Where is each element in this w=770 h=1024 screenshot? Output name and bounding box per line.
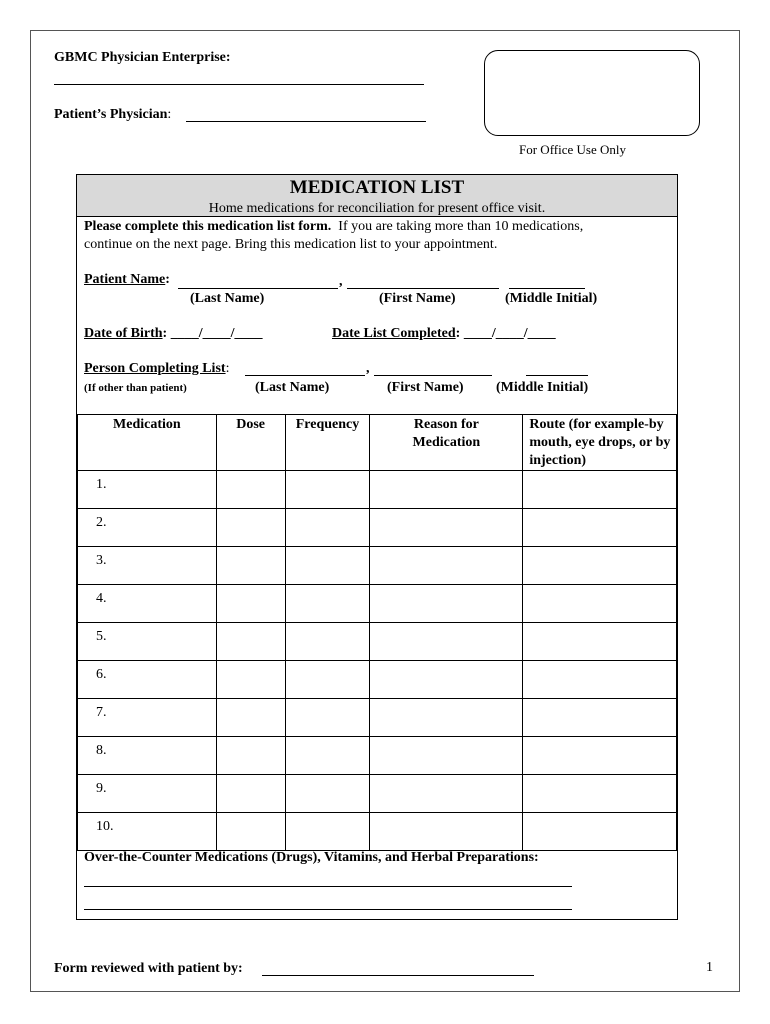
frequency-cell[interactable] — [285, 813, 370, 851]
route-cell[interactable] — [523, 813, 677, 851]
patient-first-name-field[interactable] — [347, 288, 499, 289]
patient-middle-initial-field[interactable] — [509, 288, 585, 289]
col-header-frequency: Frequency — [285, 415, 370, 471]
table-header-row — [78, 415, 677, 471]
frequency-cell[interactable] — [285, 699, 370, 737]
physician-label-wrap — [54, 107, 171, 123]
person-last-name-caption: (Last Name) — [255, 380, 330, 395]
col-header-route: Route (for example-by mouth, eye drops, or by injection) — [523, 415, 677, 471]
person-last-name-field[interactable] — [245, 375, 365, 376]
dob-label: Date of Birth — [84, 326, 163, 341]
reviewed-by-field[interactable] — [262, 975, 534, 976]
person-colon: : — [225, 361, 230, 376]
person-label-wrap — [84, 361, 229, 377]
reason-cell[interactable] — [370, 661, 523, 699]
patient-name-label: Patient Name — [84, 272, 166, 287]
dose-cell[interactable] — [216, 547, 285, 585]
frequency-cell[interactable] — [285, 661, 370, 699]
dose-cell[interactable] — [216, 699, 285, 737]
patient-middle-initial-caption: (Middle Initial) — [505, 291, 598, 306]
col-header-medication: Medication — [78, 415, 217, 471]
dose-cell[interactable] — [216, 585, 285, 623]
patient-last-name-field[interactable] — [178, 288, 338, 289]
dob-field[interactable]: ____/____/____ — [170, 326, 263, 341]
person-first-name-caption: (First Name) — [387, 380, 464, 395]
row-number: 1. — [78, 471, 217, 509]
table-row — [78, 623, 677, 661]
col-header-dose: Dose — [216, 415, 285, 471]
route-cell[interactable] — [523, 699, 677, 737]
table-row — [78, 585, 677, 623]
physician-label: Patient’s Physician — [54, 107, 168, 122]
reason-cell[interactable] — [370, 699, 523, 737]
frequency-cell[interactable] — [285, 471, 370, 509]
patient-first-name-caption: (First Name) — [379, 291, 456, 306]
route-cell[interactable] — [523, 661, 677, 699]
office-use-box — [484, 50, 700, 136]
route-cell[interactable] — [523, 585, 677, 623]
person-name-comma: , — [366, 361, 370, 376]
table-row — [78, 661, 677, 699]
table-row — [78, 775, 677, 813]
dose-cell[interactable] — [216, 775, 285, 813]
person-middle-initial-field[interactable] — [526, 375, 588, 376]
col-header-reason: Reason for Medication — [370, 415, 523, 471]
patient-name-colon: : — [165, 272, 170, 287]
office-use-label: For Office Use Only — [519, 142, 626, 157]
table-row — [78, 509, 677, 547]
physician-colon: : — [167, 107, 172, 122]
otc-line-1[interactable] — [84, 886, 572, 887]
form-subtitle: Home medications for reconciliation for present office visit. — [208, 201, 546, 216]
if-other-note: (If other than patient) — [84, 382, 187, 394]
dose-cell[interactable] — [216, 623, 285, 661]
frequency-cell[interactable] — [285, 509, 370, 547]
dose-cell[interactable] — [216, 509, 285, 547]
frequency-cell[interactable] — [285, 585, 370, 623]
page-number: 1 — [706, 960, 713, 975]
frequency-cell[interactable] — [285, 737, 370, 775]
dose-cell[interactable] — [216, 471, 285, 509]
dose-cell[interactable] — [216, 737, 285, 775]
instructions-line1 — [84, 219, 583, 235]
otc-line-2[interactable] — [84, 909, 572, 910]
reason-cell[interactable] — [370, 813, 523, 851]
instructions-rest: If you are taking more than 10 medications, — [331, 219, 584, 234]
row-number: 6. — [78, 661, 217, 699]
otc-label: Over-the-Counter Medications (Drugs), Vitamins, and Herbal Preparations: — [84, 850, 539, 865]
dose-cell[interactable] — [216, 661, 285, 699]
frequency-cell[interactable] — [285, 623, 370, 661]
frequency-cell[interactable] — [285, 547, 370, 585]
row-number: 7. — [78, 699, 217, 737]
reason-cell[interactable] — [370, 737, 523, 775]
route-cell[interactable] — [523, 509, 677, 547]
reason-cell[interactable] — [370, 775, 523, 813]
form-title: MEDICATION LIST — [289, 177, 465, 198]
reason-cell[interactable] — [370, 585, 523, 623]
date-completed-label: Date List Completed — [332, 326, 456, 341]
route-cell[interactable] — [523, 471, 677, 509]
reason-cell[interactable] — [370, 623, 523, 661]
patient-last-name-caption: (Last Name) — [190, 291, 265, 306]
date-completed-field[interactable]: ____/____/____ — [463, 326, 556, 341]
enterprise-label: GBMC Physician Enterprise: — [54, 50, 231, 65]
otc-section — [77, 848, 677, 920]
date-completed-colon: : — [455, 326, 461, 341]
dob-colon: : — [162, 326, 168, 341]
route-cell[interactable] — [523, 547, 677, 585]
row-number: 8. — [78, 737, 217, 775]
table-row — [78, 699, 677, 737]
table-row — [78, 547, 677, 585]
row-number: 5. — [78, 623, 217, 661]
medication-table — [77, 414, 677, 851]
enterprise-field[interactable] — [54, 84, 424, 85]
patient-name-comma: , — [339, 274, 343, 289]
table-row — [78, 471, 677, 509]
dose-cell[interactable] — [216, 813, 285, 851]
date-completed-wrap — [332, 326, 556, 342]
person-completing-label: Person Completing List — [84, 361, 226, 376]
physician-field[interactable] — [186, 121, 426, 122]
person-middle-initial-caption: (Middle Initial) — [496, 380, 589, 395]
frequency-cell[interactable] — [285, 775, 370, 813]
row-number: 2. — [78, 509, 217, 547]
instructions-line2: continue on the next page. Bring this medication list to your appointment. — [84, 237, 498, 252]
table-row — [78, 737, 677, 775]
title-bar — [77, 175, 677, 217]
row-number: 4. — [78, 585, 217, 623]
row-number: 3. — [78, 547, 217, 585]
reason-cell[interactable] — [370, 547, 523, 585]
route-cell[interactable] — [523, 775, 677, 813]
row-number: 10. — [78, 813, 217, 851]
reviewed-label: Form reviewed with patient by: — [54, 961, 243, 976]
instructions-bold: Please complete this medication list form. — [84, 219, 332, 234]
medication-form — [76, 174, 678, 920]
route-cell[interactable] — [523, 623, 677, 661]
row-number: 9. — [78, 775, 217, 813]
table-row — [78, 813, 677, 851]
route-cell[interactable] — [523, 737, 677, 775]
patient-name-label-wrap — [84, 272, 170, 288]
reason-cell[interactable] — [370, 509, 523, 547]
dob-label-wrap — [84, 326, 263, 342]
reason-cell[interactable] — [370, 471, 523, 509]
person-first-name-field[interactable] — [374, 375, 492, 376]
